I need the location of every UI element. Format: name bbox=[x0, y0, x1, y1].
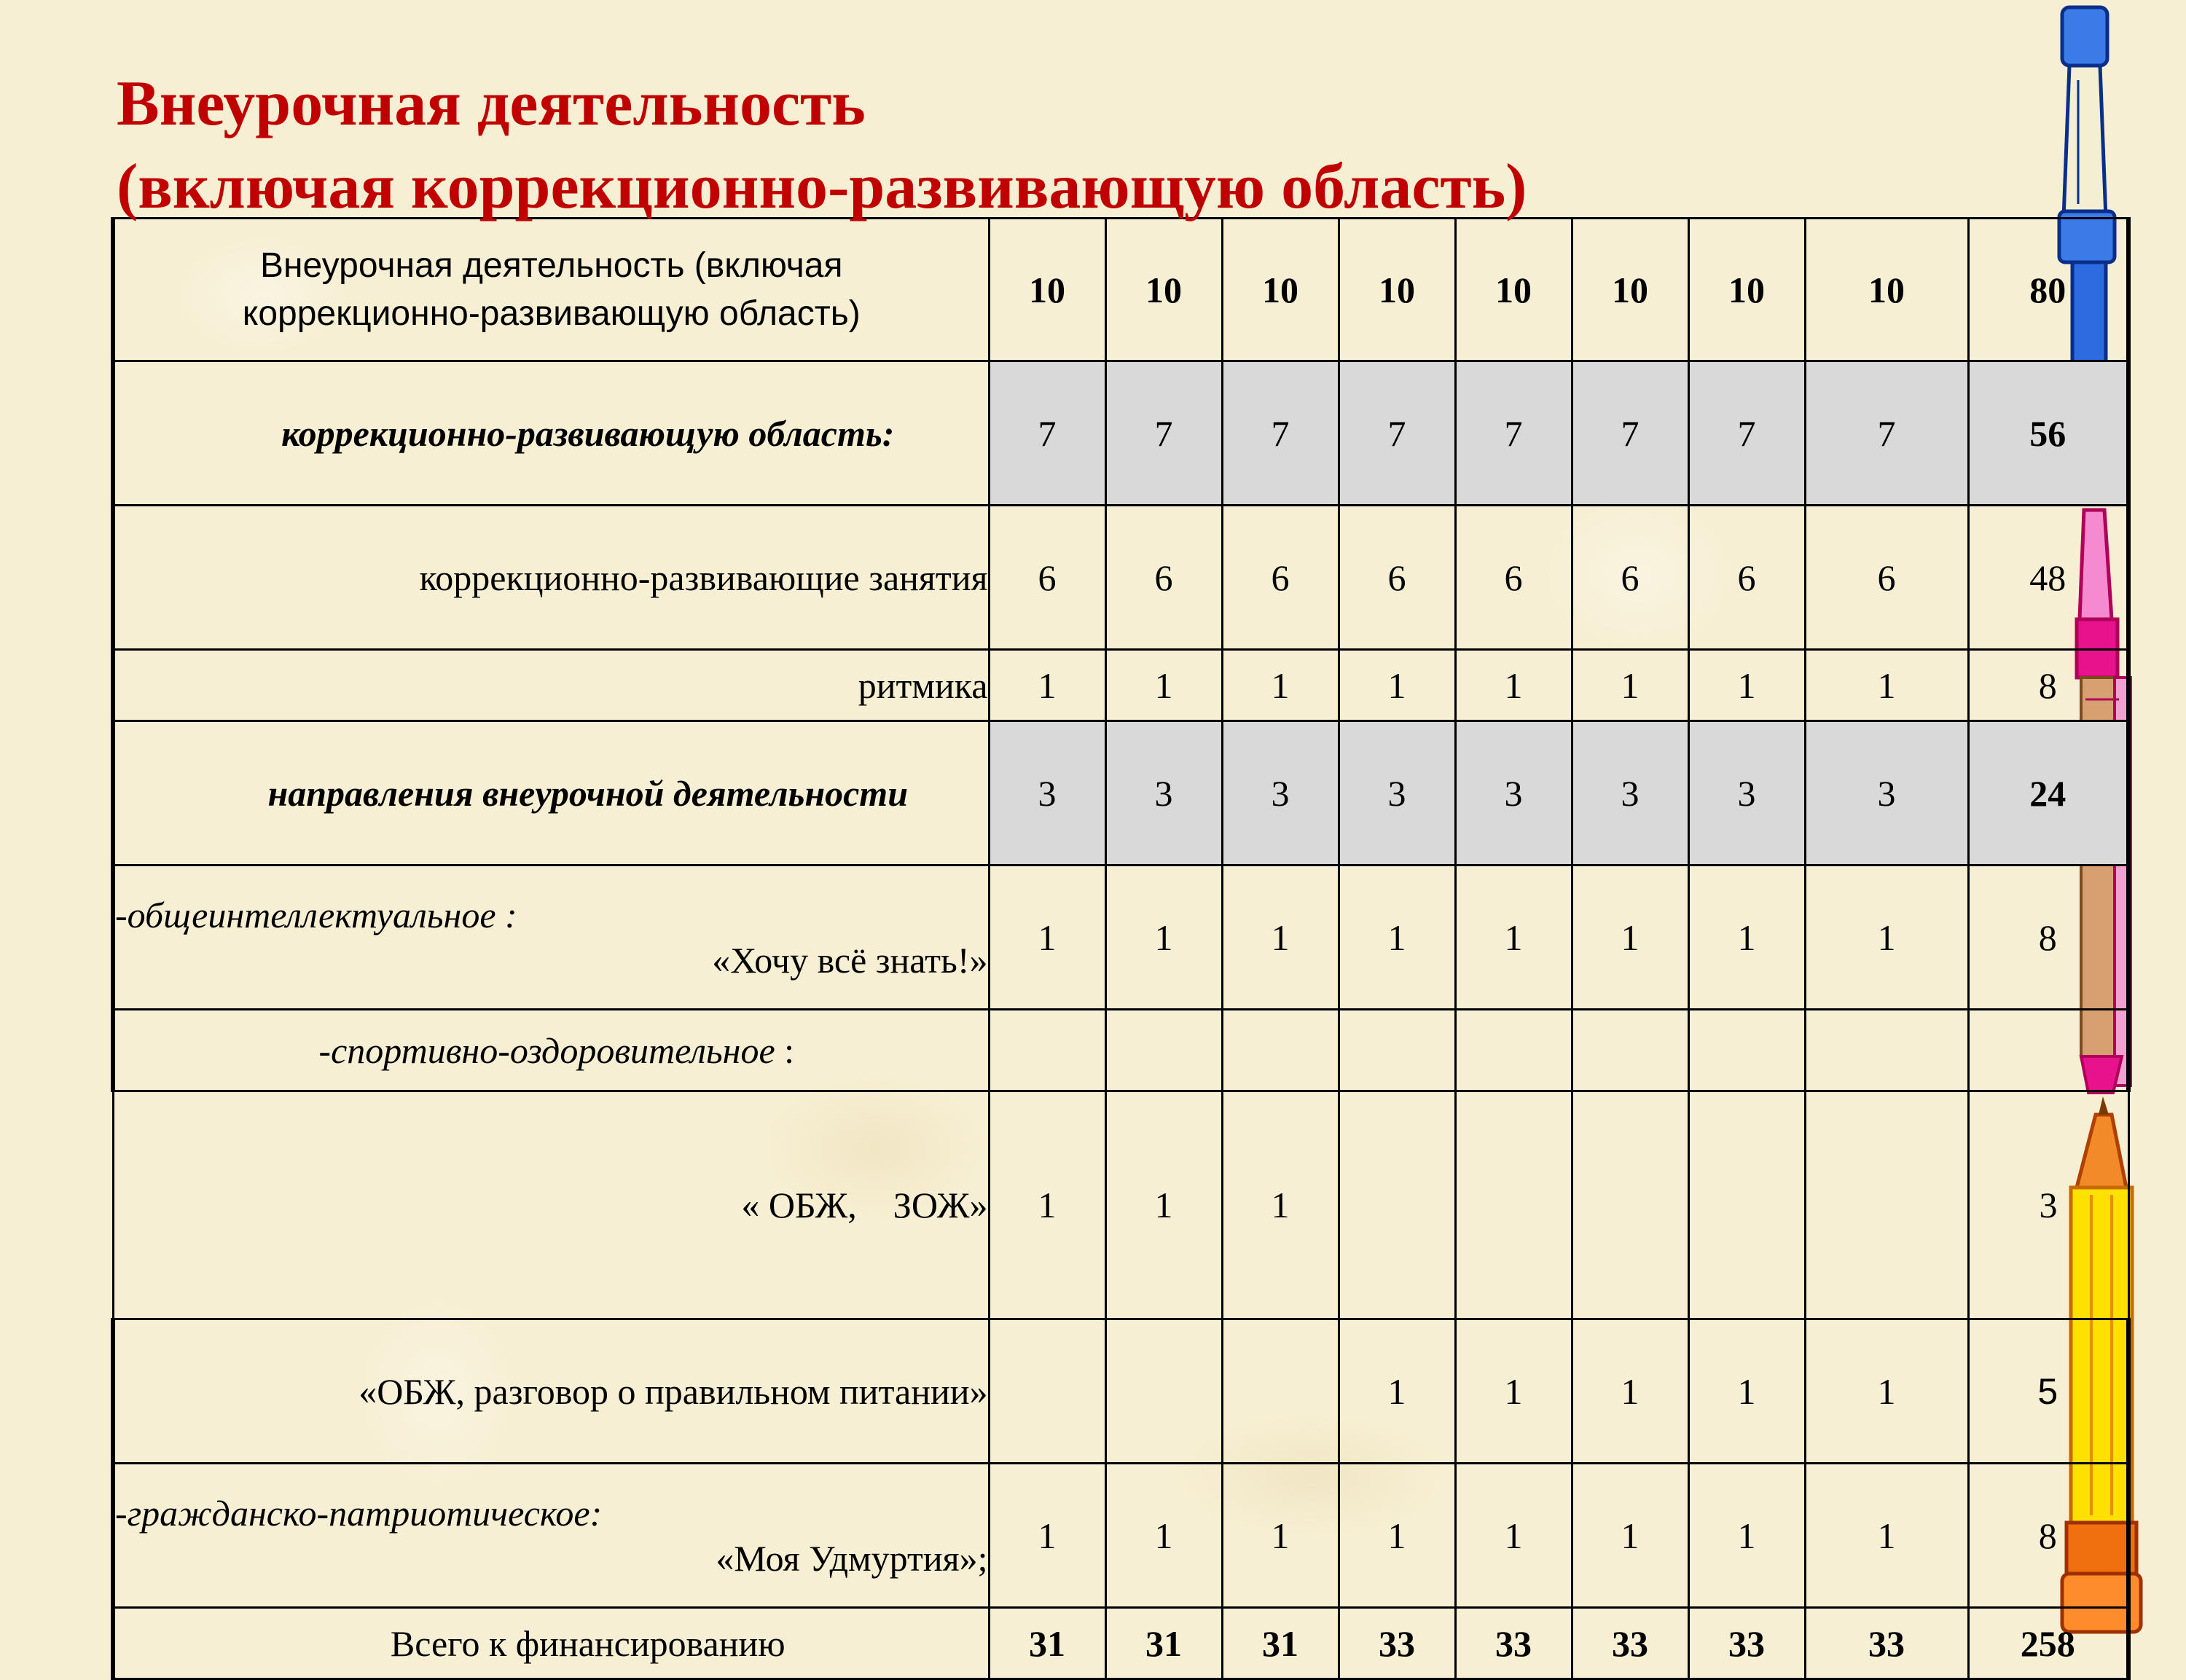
table-cell bbox=[1339, 1091, 1455, 1319]
table-cell: 33 bbox=[1339, 1608, 1455, 1679]
table-cell: 33 bbox=[1688, 1608, 1805, 1679]
table-cell: 1 bbox=[1339, 1319, 1455, 1464]
table-cell: 1 bbox=[1222, 1091, 1339, 1319]
table-cell bbox=[1572, 1091, 1688, 1319]
table-cell: 1 bbox=[1572, 1464, 1688, 1608]
table-cell: 3 bbox=[1805, 721, 1968, 865]
table-row bbox=[113, 361, 2128, 506]
table-cell: 1 bbox=[989, 650, 1105, 721]
table-cell: 1 bbox=[1572, 650, 1688, 721]
table-cell: 7 bbox=[1339, 361, 1455, 506]
table-cell: 6 bbox=[1105, 506, 1222, 650]
table-row bbox=[113, 1608, 2128, 1679]
table-cell-total: 8 bbox=[1968, 1464, 2128, 1608]
table-cell: 6 bbox=[1455, 506, 1572, 650]
row-label: направления внеурочной деятельности bbox=[113, 721, 989, 865]
table-cell: 7 bbox=[1688, 361, 1805, 506]
table-cell: 10 bbox=[989, 219, 1105, 361]
table-cell: 1 bbox=[1572, 865, 1688, 1010]
table-cell: 1 bbox=[1105, 1091, 1222, 1319]
table-cell: 6 bbox=[1805, 506, 1968, 650]
table-cell bbox=[1222, 1010, 1339, 1091]
row-label: коррекционно-развивающие занятия bbox=[113, 506, 989, 650]
table-cell bbox=[989, 1010, 1105, 1091]
table-cell: 1 bbox=[1105, 865, 1222, 1010]
table-cell: 1 bbox=[1688, 865, 1805, 1010]
table-cell: 33 bbox=[1572, 1608, 1688, 1679]
table-cell: 3 bbox=[1455, 721, 1572, 865]
table-cell: 31 bbox=[1105, 1608, 1222, 1679]
table-cell-total bbox=[1968, 1010, 2128, 1091]
table-cell: 10 bbox=[1455, 219, 1572, 361]
table-cell bbox=[1105, 1010, 1222, 1091]
table-row bbox=[113, 506, 2128, 650]
table-cell-total: 3 bbox=[1968, 1091, 2128, 1319]
page-title bbox=[117, 63, 1527, 229]
table-cell bbox=[1455, 1010, 1572, 1091]
table-cell: 1 bbox=[989, 1464, 1105, 1608]
table-cell: 6 bbox=[989, 506, 1105, 650]
title-line-1: Внеурочная деятельность bbox=[117, 68, 866, 139]
table-cell: 3 bbox=[1572, 721, 1688, 865]
table-row bbox=[113, 865, 2128, 1010]
table-row bbox=[113, 721, 2128, 865]
table-cell: 33 bbox=[1805, 1608, 1968, 1679]
table-cell: 1 bbox=[1805, 865, 1968, 1010]
table-cell bbox=[1339, 1010, 1455, 1091]
table-cell: 1 bbox=[1339, 1464, 1455, 1608]
table-cell bbox=[1455, 1091, 1572, 1319]
table-cell: 10 bbox=[1339, 219, 1455, 361]
table-cell: 1 bbox=[1339, 650, 1455, 721]
table-cell bbox=[1688, 1010, 1805, 1091]
table-cell bbox=[1805, 1091, 1968, 1319]
table-cell-total: 5 bbox=[1968, 1319, 2128, 1464]
table-cell bbox=[989, 1319, 1105, 1464]
row-label: коррекционно-развивающую область: bbox=[113, 361, 989, 506]
table-row bbox=[113, 1091, 2128, 1319]
row-label: -общеинтеллектуальное : «Хочу всё знать!» bbox=[113, 865, 989, 1010]
table-cell: 1 bbox=[1222, 1464, 1339, 1608]
row-label: -гражданско-патриотическое: «Моя Удмуртия»; bbox=[113, 1464, 989, 1608]
table-cell: 1 bbox=[1222, 650, 1339, 721]
table-cell: 10 bbox=[1805, 219, 1968, 361]
table-cell-total: 80 bbox=[1968, 219, 2128, 361]
row-label: Всего к финансированию bbox=[113, 1608, 989, 1679]
table-cell: 1 bbox=[1105, 650, 1222, 721]
table-cell: 3 bbox=[1222, 721, 1339, 865]
row-label: « ОБЖ, ЗОЖ» bbox=[113, 1091, 989, 1319]
table-cell: 1 bbox=[989, 1091, 1105, 1319]
table-cell: 1 bbox=[1455, 1319, 1572, 1464]
table-cell-total: 56 bbox=[1968, 361, 2128, 506]
table-cell: 7 bbox=[1222, 361, 1339, 506]
table-cell: 1 bbox=[1222, 865, 1339, 1010]
table-cell: 31 bbox=[989, 1608, 1105, 1679]
table-cell: 1 bbox=[1455, 865, 1572, 1010]
table-cell-total: 8 bbox=[1968, 865, 2128, 1010]
table-cell: 6 bbox=[1222, 506, 1339, 650]
table-cell bbox=[1105, 1319, 1222, 1464]
table-cell bbox=[1222, 1319, 1339, 1464]
table-cell: 3 bbox=[1105, 721, 1222, 865]
table-cell: 6 bbox=[1688, 506, 1805, 650]
table-cell: 3 bbox=[1339, 721, 1455, 865]
table-row bbox=[113, 219, 2128, 361]
table-cell-total: 258 bbox=[1968, 1608, 2128, 1679]
table-cell: 1 bbox=[1805, 650, 1968, 721]
table-cell: 1 bbox=[1455, 650, 1572, 721]
table-cell: 1 bbox=[1688, 1464, 1805, 1608]
table-row bbox=[113, 1010, 2128, 1091]
table-row bbox=[113, 1464, 2128, 1608]
table-row bbox=[113, 1319, 2128, 1464]
table-cell: 6 bbox=[1572, 506, 1688, 650]
table-cell bbox=[1572, 1010, 1688, 1091]
row-label: Внеурочная деятельность (включая коррекционно-развивающую область) bbox=[113, 219, 989, 361]
table-cell: 1 bbox=[1455, 1464, 1572, 1608]
table-cell: 10 bbox=[1688, 219, 1805, 361]
table-cell-total: 8 bbox=[1968, 650, 2128, 721]
table-cell: 3 bbox=[989, 721, 1105, 865]
table-cell bbox=[1688, 1091, 1805, 1319]
table-cell: 1 bbox=[1572, 1319, 1688, 1464]
table-cell: 7 bbox=[1572, 361, 1688, 506]
row-label: -спортивно-оздоровительное : bbox=[113, 1010, 989, 1091]
row-label: «ОБЖ, разговор о правильном питании» bbox=[113, 1319, 989, 1464]
table-cell: 1 bbox=[1105, 1464, 1222, 1608]
activity-hours-table bbox=[111, 217, 2131, 1680]
row-label: ритмика bbox=[113, 650, 989, 721]
table-cell: 33 bbox=[1455, 1608, 1572, 1679]
table-cell: 6 bbox=[1339, 506, 1455, 650]
table-cell: 10 bbox=[1105, 219, 1222, 361]
table-cell: 7 bbox=[1805, 361, 1968, 506]
table-cell: 10 bbox=[1572, 219, 1688, 361]
table-cell: 1 bbox=[1805, 1319, 1968, 1464]
table-cell-total: 48 bbox=[1968, 506, 2128, 650]
table-cell: 1 bbox=[1805, 1464, 1968, 1608]
table-cell-total: 24 bbox=[1968, 721, 2128, 865]
table-cell: 1 bbox=[1688, 650, 1805, 721]
table-cell: 1 bbox=[989, 865, 1105, 1010]
table-cell: 7 bbox=[1455, 361, 1572, 506]
table-cell bbox=[1805, 1010, 1968, 1091]
table-row bbox=[113, 650, 2128, 721]
table-cell: 1 bbox=[1339, 865, 1455, 1010]
table-cell: 1 bbox=[1688, 1319, 1805, 1464]
table-cell: 3 bbox=[1688, 721, 1805, 865]
table-cell: 31 bbox=[1222, 1608, 1339, 1679]
table-cell: 10 bbox=[1222, 219, 1339, 361]
table-cell: 7 bbox=[989, 361, 1105, 506]
title-line-2: (включая коррекционно-развивающую область) bbox=[117, 152, 1527, 222]
table-cell: 7 bbox=[1105, 361, 1222, 506]
